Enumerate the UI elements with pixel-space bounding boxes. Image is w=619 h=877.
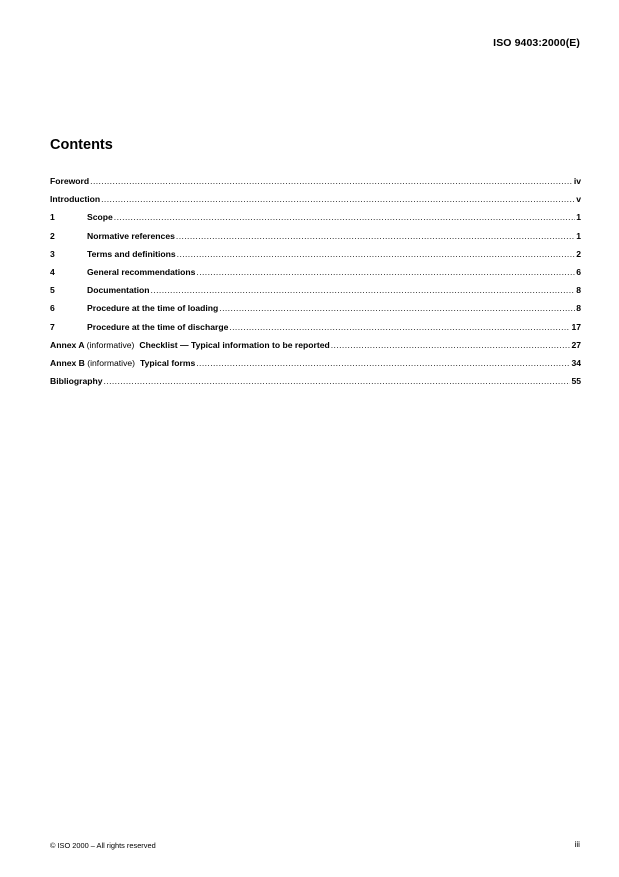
- toc-dot-leader: [196, 358, 570, 368]
- annex-kind: (informative): [86, 339, 135, 350]
- toc-entry-page: v: [576, 194, 581, 205]
- contents-heading: Contents: [50, 137, 113, 153]
- toc-entry-section-3[interactable]: [50, 249, 581, 267]
- toc-section-number: 4: [50, 266, 55, 277]
- toc-dot-leader: [331, 340, 571, 350]
- toc-entry-page: iv: [573, 176, 581, 186]
- toc-entry-title: General recommendations: [87, 266, 196, 277]
- toc-entry-title: Procedure at the time of loading: [87, 303, 219, 314]
- toc-entry-title: Foreword: [50, 176, 90, 186]
- toc-entry-page: 8: [576, 285, 581, 296]
- toc-section-number: 6: [50, 303, 55, 314]
- toc-entry-section-1[interactable]: [50, 212, 581, 230]
- toc-entry-section-4[interactable]: [50, 267, 581, 285]
- document-id-header: ISO 9403:2000(E): [493, 37, 580, 49]
- toc-entry-page: 8: [576, 303, 581, 314]
- toc-dot-leader: [151, 285, 576, 295]
- toc-entry-title: Typical forms: [140, 357, 196, 368]
- toc-entry-title: Terms and definitions: [87, 248, 176, 259]
- toc-dot-leader: [114, 212, 575, 222]
- toc-entry-annex-a[interactable]: [50, 340, 581, 358]
- toc-section-number: 1: [50, 212, 55, 223]
- toc-entry-annex-b[interactable]: [50, 358, 581, 376]
- annex-kind: (informative): [87, 357, 136, 368]
- toc-entry-page: 1: [576, 230, 581, 241]
- toc-entry-bibliography[interactable]: [50, 376, 581, 394]
- toc-entry-title: Bibliography: [50, 376, 103, 387]
- toc-entry-section-5[interactable]: [50, 285, 581, 303]
- toc-entry-introduction[interactable]: [50, 194, 581, 212]
- toc-entry-page: 1: [576, 212, 581, 223]
- toc-section-number: 3: [50, 248, 55, 259]
- toc-entry-title: Introduction: [50, 194, 101, 205]
- toc-entry-section-6[interactable]: [50, 303, 581, 321]
- toc-entry-page: 27: [571, 339, 581, 350]
- toc-annex-label: [50, 340, 134, 350]
- annex-letter: Annex B: [50, 357, 85, 368]
- page-number: iii: [574, 840, 580, 849]
- toc-dot-leader: [90, 176, 573, 186]
- toc-dot-leader: [104, 376, 571, 386]
- toc-section-number: 5: [50, 285, 55, 296]
- toc-section-number: 7: [50, 321, 55, 332]
- toc-entry-title: Documentation: [87, 285, 150, 296]
- toc-entry-section-7[interactable]: [50, 322, 581, 340]
- toc-entry-page: 2: [576, 248, 581, 259]
- toc-section-number: 2: [50, 230, 55, 241]
- table-of-contents: [50, 176, 581, 394]
- toc-entry-title: Normative references: [87, 230, 175, 241]
- toc-dot-leader: [229, 322, 570, 332]
- toc-dot-leader: [101, 194, 575, 204]
- copyright-footer: © ISO 2000 – All rights reserved: [50, 841, 156, 850]
- toc-entry-page: 6: [576, 266, 581, 277]
- toc-entry-title: Procedure at the time of discharge: [87, 321, 229, 332]
- toc-entry-title: Scope: [87, 212, 113, 223]
- toc-dot-leader: [196, 267, 575, 277]
- toc-dot-leader: [176, 231, 575, 241]
- toc-dot-leader: [219, 303, 575, 313]
- toc-entry-foreword[interactable]: [50, 176, 581, 194]
- toc-annex-label: [50, 358, 135, 368]
- toc-entry-page: 55: [571, 376, 581, 387]
- annex-letter: Annex A: [50, 339, 85, 350]
- toc-entry-page: 17: [571, 321, 581, 332]
- toc-dot-leader: [177, 249, 576, 259]
- toc-entry-page: 34: [571, 357, 581, 368]
- toc-entry-title: Checklist — Typical information to be reported: [139, 339, 330, 350]
- toc-entry-section-2[interactable]: [50, 231, 581, 249]
